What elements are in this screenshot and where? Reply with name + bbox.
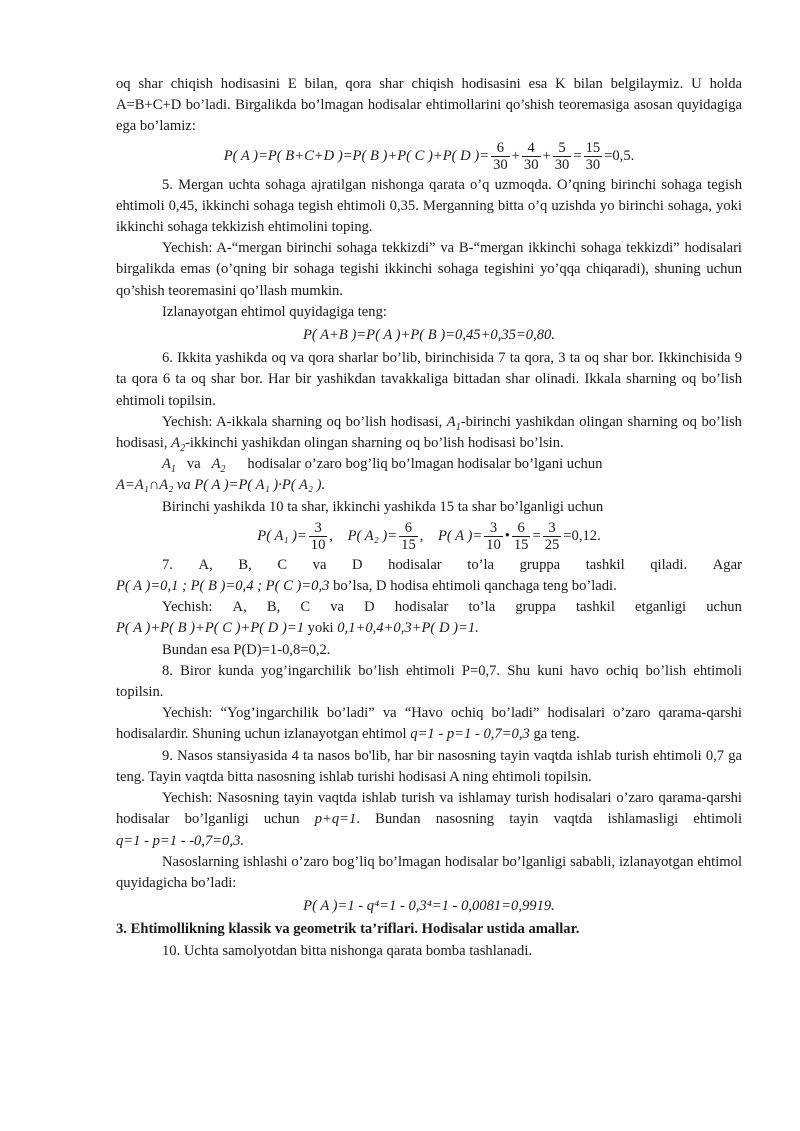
solution-6: Yechish: A-ikkala sharning oq bo’lish hodisasi, $A_1$-birinchi yashikdan olingan sharning oq bo’lish hodisasi, $A_2$-ikkinchi yashikdan olingan sharning oq bo’lish hodisasi bo’lsin. bbox=[116, 413, 742, 454]
problem-5: 5. Mergan uchta sohaga ajratilgan nishonga qarata o’q uzmoqda. O’qning birinchi sohaga tegish ehtimoli 0,45, ikkinchi sohaga tegish ehtimoli 0,35. Merganning bitta o’q uzishda yo birinchi sohaga, yoki ikkinchi sohaga tekkizish ehtimolini toping. bbox=[116, 176, 742, 236]
fraction: $\frac{6}{15}$ bbox=[513, 519, 529, 553]
problem-7-line1: 7. A, B, C va D hodisalar to’la gruppa tashkil qiladi. Agar bbox=[162, 556, 742, 573]
solution-7-line2: P( A )+P( B )+P( C )+P( D )=1 yoki 0,1+0,4+0,3+P( D )=1. bbox=[116, 620, 479, 637]
independence-line: $A_1$ va $A_2$ hodisalar o’zaro bog’liq bo’lmagan hodisalar bo’lgani uchun bbox=[162, 456, 603, 476]
problem-7-line2: P( A )=0,1 ; P( B )=0,4 ; P( C )=0,3 bo’lsa, D hodisa ehtimoli qanchaga teng bo’ladi. bbox=[116, 578, 617, 595]
fraction: $\frac{6}{15}$ bbox=[401, 519, 416, 553]
independence-equation: A=A₁∩A₂ va P( A )=P( A₁ )·P( A₂ ). bbox=[116, 477, 326, 494]
solution-9: Yechish: Nasosning tayin vaqtda ishlab turish va ishlamay turish hodisalari o’zaro qarama-qarshi hodisalar bo’lganligi uchun p+q=1. Bundan nasosning tayin vaqtda ishlamasligi ehtimoli q=1 - p=1 - -0,7=0,3. bbox=[116, 790, 742, 849]
equation-6: P( A₁ )= $\frac{3}{10}$ , P( A₂ )= $\frac{6}{15}$ , P( A )= $\frac{3}{10}$ • $\frac{6}{15}$ = $\frac{3}{25}$ =0,12. bbox=[257, 519, 601, 553]
fraction: $\frac{3}{10}$ bbox=[310, 519, 326, 553]
fraction: $\frac{15}{30}$ bbox=[585, 139, 601, 173]
fraction: $\frac{4}{30}$ bbox=[523, 139, 539, 173]
intro-paragraph: oq shar chiqish hodisasini E bilan, qora shar chiqish hodisasini esa K bilan belgilaymiz. U holda A=B+C+D bo’ladi. Birgalikda bo’lmagan hodisalar ehtimollarini qo’shish teoremasiga asosan quyidagiga ega bo’lamiz: bbox=[116, 76, 742, 135]
solution-9-lead: Nasoslarning ishlashi o’zaro bog’liq bo’lmagan hodisalar bo’lganligi sababli, izlanayotgan ehtimol quyidagicha bo’ladi: bbox=[116, 853, 742, 891]
solution-5-lead: Izlanayotgan ehtimol quyidagiga teng: bbox=[162, 303, 387, 320]
equation-lhs: P( A )=P( B+C+D )=P( B )+P( C )+P( D )= bbox=[223, 147, 490, 164]
equation-9: P( A )=1 - q⁴=1 - 0,3⁴=1 - 0,0081=0,9919. bbox=[303, 898, 555, 915]
solution-7-line1: Yechish: A, B, C va D hodisalar to’la gruppa tashkil etganligi uchun bbox=[162, 599, 742, 616]
solution-6-lead: Birinchi yashikda 10 ta shar, ikkinchi yashikda 15 ta shar bo’lganligi uchun bbox=[162, 498, 604, 515]
section-heading: 3. Ehtimollikning klassik va geometrik ta’riflari. Hodisalar ustida amallar. bbox=[116, 921, 580, 938]
problem-9: 9. Nasos stansiyasida 4 ta nasos bo'lib, har bir nasosning tayin vaqtda ishlab turish ehtimoli 0,7 ga teng. Tayin vaqtda bitta nasosning ishlab turishi hodisasi A ning ehtimoli topilsin. bbox=[116, 747, 742, 785]
equation-5: P( A+B )=P( A )+P( B )=0,45+0,35=0,80. bbox=[302, 327, 555, 344]
fraction: $\frac{6}{30}$ bbox=[493, 139, 508, 173]
solution-5: Yechish: A-“mergan birinchi sohaga tekkizdi” va B-“mergan ikkinchi sohaga tekkizdi” hodisalari birgalikda emas (o’qning bir sohaga tegishi ikkinchi sohaga tegishini yo’qqa chiqaradi), shuning uchun qo’shish teoremasini qo’llash mumkin. bbox=[116, 240, 742, 299]
solution-8: Yechish: “Yog’ingarchilik bo’ladi” va “Havo ochiq bo’ladi” hodisalari o’zaro qarama-qarshi hodisalardir. Shuning uchun izlanayotgan ehtimol q=1 - p=1 - 0,7=0,3 ga teng. bbox=[116, 705, 742, 743]
problem-6: 6. Ikkita yashikda oq va qora sharlar bo’lib, birinchisida 7 ta qora, 3 ta oq shar bor. Ikkinchisida 9 ta qora 6 ta oq shar bor. Har bir yashikdan tavakkaliga bittadan shar olinadi. Ikkala sharning oq bo’lish ehtimoli topilsin. bbox=[116, 350, 742, 409]
fraction: $\frac{3}{10}$ bbox=[486, 519, 501, 553]
fraction: $\frac{3}{25}$ bbox=[544, 519, 560, 553]
problem-10: 10. Uchta samolyotdan bitta nishonga qarata bomba tashlanadi. bbox=[162, 942, 533, 959]
equation-sum: P( A )=P( B+C+D )=P( B )+P( C )+P( D )= $\frac{6}{30}$ + $\frac{4}{30}$ + $\frac{5}{30}$ = $\frac{15}{30}$ =0,5. bbox=[223, 139, 635, 173]
solution-7-end: Bundan esa P(D)=1-0,8=0,2. bbox=[162, 641, 331, 658]
fraction: $\frac{5}{30}$ bbox=[554, 139, 570, 173]
problem-8: 8. Biror kunda yog’ingarchilik bo’lish ehtimoli P=0,7. Shu kuni havo ochiq bo’lish ehtimoli topilsin. bbox=[116, 662, 742, 701]
